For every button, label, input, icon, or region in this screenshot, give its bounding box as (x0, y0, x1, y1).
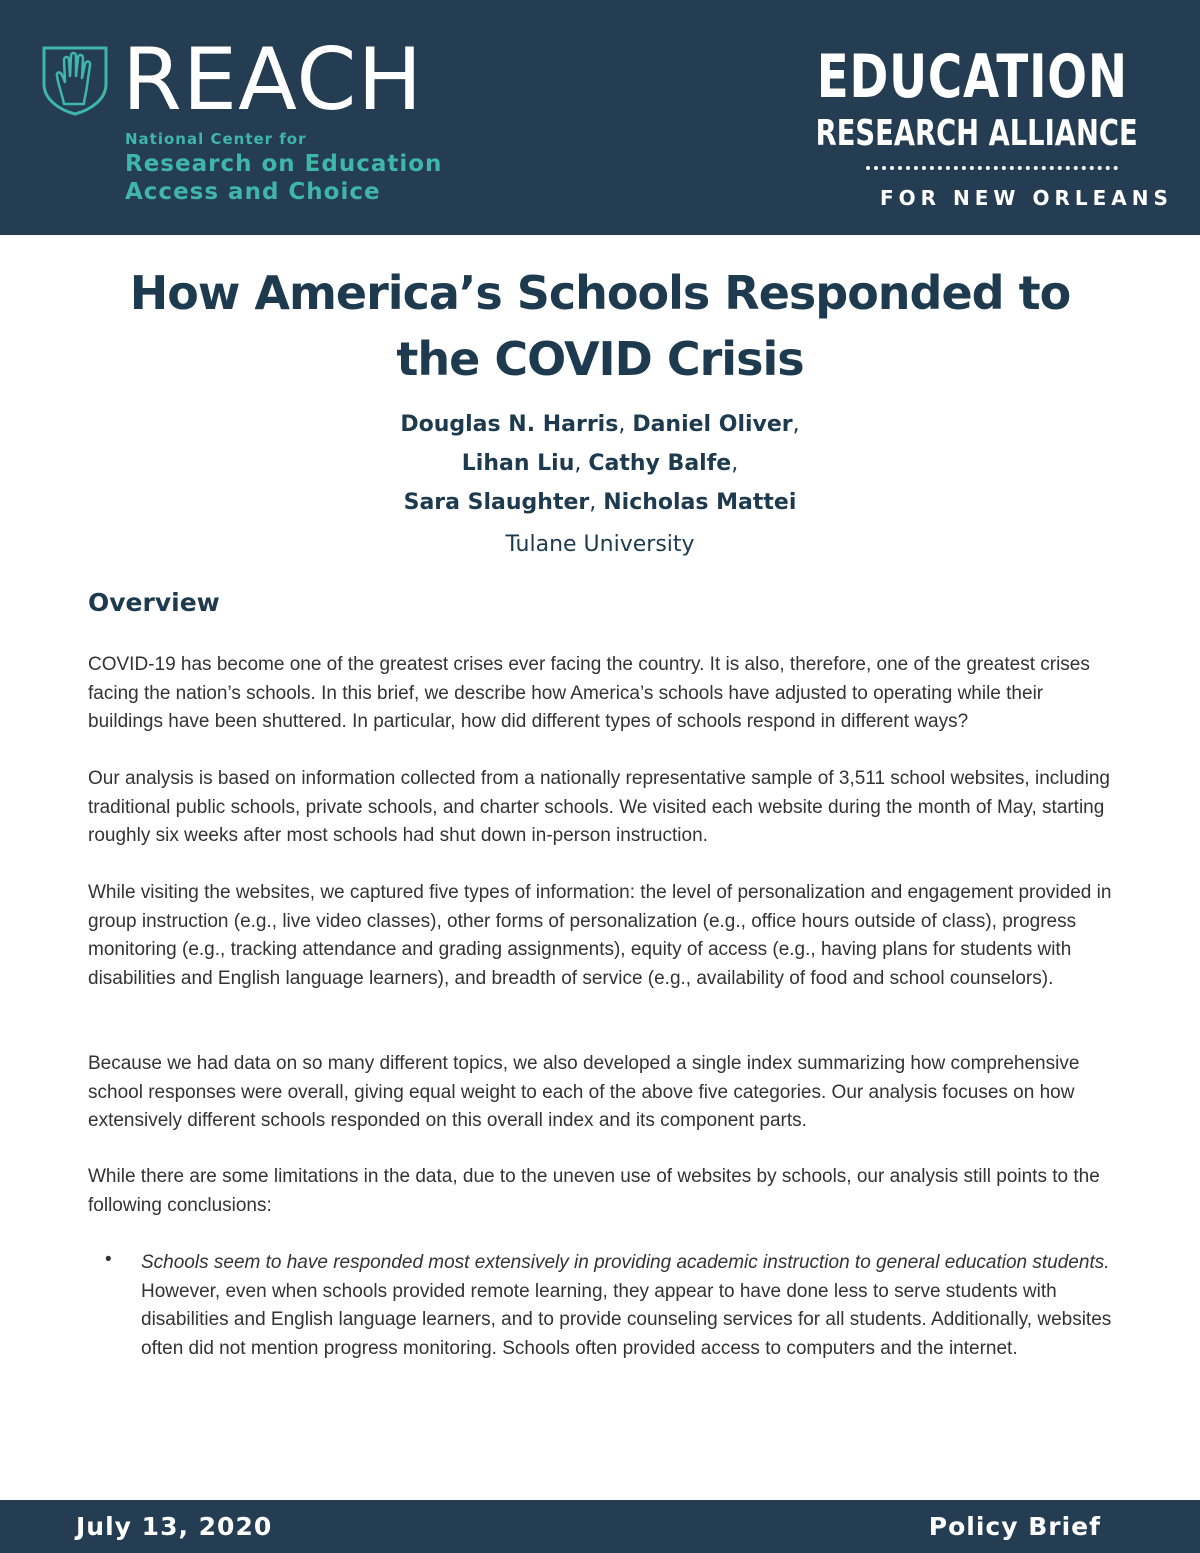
paragraph: COVID-19 has become one of the greatest crises ever facing the country. It is also, therefore, one of the greatest crises facing the nation’s schools. In this brief, we describe how America’s schools have adjusted to operating while their buildings have been shuttered. In particular, how did different types of schools respond in different ways? (88, 654, 1090, 732)
author-name: Lihan Liu (461, 451, 575, 476)
document-type: Policy Brief (928, 1512, 1101, 1541)
bullet-item (141, 1249, 1119, 1363)
header-banner (0, 0, 1200, 235)
publication-date: July 13, 2020 (76, 1512, 273, 1541)
bullet-item-emphasis: Schools seem to have responded most extensively in providing academic instruction to general education students. (141, 1252, 1110, 1273)
bullet-item-text: However, even when schools provided remote learning, they appear to have done less to serve students with disabilities and English language learners, and to provide counseling services for all students. Additionally, websites often did not mention progress monitoring. Schools often provided access to computers and the internet. (141, 1280, 1112, 1359)
reach-logo-subtitle-2 (125, 150, 442, 206)
bullet-marker: • (105, 1249, 112, 1270)
reach-logo-subtitle-line-3: Access and Choice (125, 179, 381, 205)
era-logo-dotted-divider (866, 166, 1118, 170)
paragraph: While visiting the websites, we captured five types of information: the level of personalization and engagement provided in group instruction (e.g., live video classes), other forms of personalization (e.g., office hours outside of class), progress monitoring (e.g., tracking attendance and grading assignments), equity of access (e.g., having plans for students with disabilities and English language learners), and breadth of service (e.g., availability of food and school counselors). (88, 882, 1112, 989)
reach-logo-title: REACH (122, 30, 424, 130)
author-name: Nicholas Mattei (603, 490, 797, 515)
author-line-1: Douglas N. Harris, Daniel Oliver, (400, 412, 800, 437)
era-logo-line-3: FOR NEW ORLEANS (880, 186, 1173, 210)
paragraph: While there are some limitations in the data, due to the uneven use of websites by schools, our analysis still points to the following conclusions: (88, 1166, 1100, 1216)
affiliation: Tulane University (505, 532, 695, 557)
footer-banner (0, 1500, 1200, 1553)
author-list (0, 405, 1200, 522)
page-title (0, 260, 1200, 392)
author-name: Cathy Balfe (588, 451, 732, 476)
section-heading: Overview (88, 588, 220, 617)
author-line-3: Sara Slaughter, Nicholas Mattei (403, 490, 797, 515)
author-name: Sara Slaughter (403, 490, 590, 515)
era-logo-line-2: RESEARCH ALLIANCE (816, 113, 1138, 154)
reach-logo-subtitle-line-2: Research on Education (125, 151, 443, 177)
page-title-line-2: the COVID Crisis (396, 332, 804, 386)
era-logo-line-1: EDUCATION (816, 42, 1128, 112)
author-name: Douglas N. Harris (400, 412, 619, 437)
author-line-2: Lihan Liu, Cathy Balfe, (461, 451, 739, 476)
paragraph: Because we had data on so many different topics, we also developed a single index summarizing how comprehensive school responses were overall, giving equal weight to each of the above five categories. Our analysis focuses on how extensively different schools responded on this overall index and its component parts. (88, 1053, 1080, 1131)
author-name: Daniel Oliver (632, 412, 793, 437)
reach-logo-subtitle-1: National Center for (125, 130, 307, 148)
hand-shield-icon (40, 44, 110, 116)
paragraph: Our analysis is based on information collected from a nationally representative sample of 3,511 school websites, including traditional public schools, private schools, and charter schools. We visited each website during the month of May, starting roughly six weeks after most schools had shut down in-person instruction. (88, 768, 1110, 846)
page-title-line-1: How America’s Schools Responded to (129, 266, 1071, 320)
